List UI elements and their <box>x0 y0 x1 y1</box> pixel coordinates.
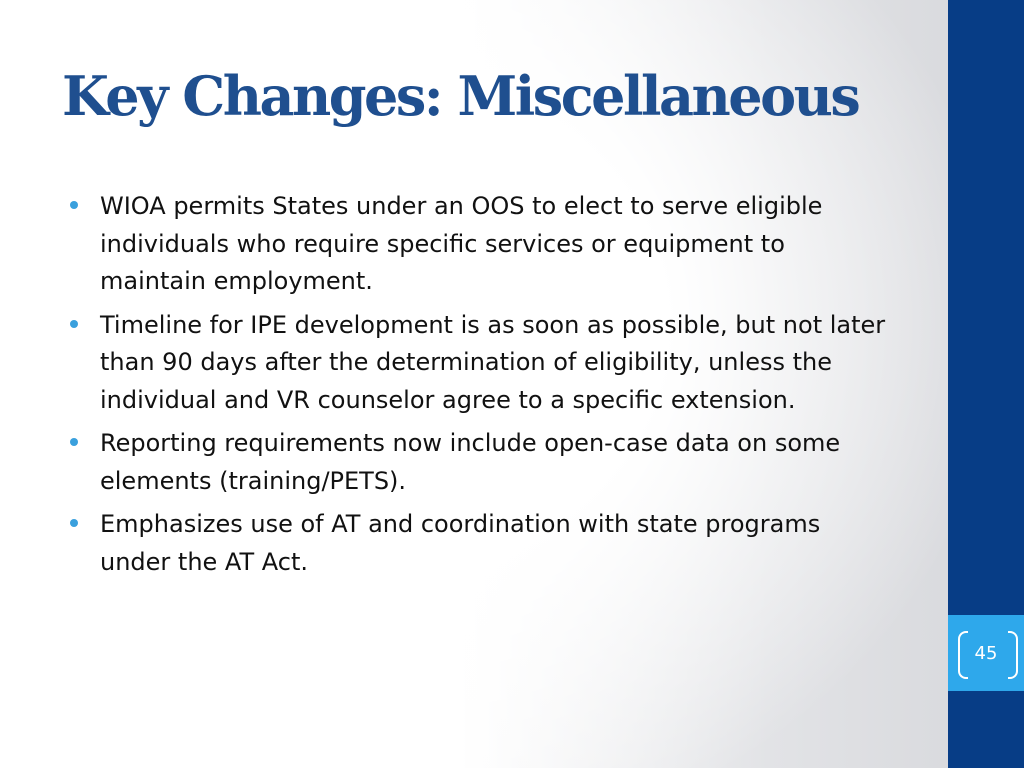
page-number-badge <box>948 615 1024 691</box>
bullet-text: Timeline for IPE development is as soon as possible, but not later than 90 days after the determination of eligibility, unless the individual and VR counselor agree to a specific extension. <box>100 310 886 414</box>
bullet-item <box>70 307 890 420</box>
bullet-dot-icon <box>70 438 78 446</box>
bullet-list <box>70 188 890 587</box>
bullet-dot-icon <box>70 320 78 328</box>
bullet-dot-icon <box>70 201 78 209</box>
bullet-text: Reporting requirements now include open-case data on some elements (training/PETS). <box>100 429 841 495</box>
right-brace-icon <box>1008 631 1018 679</box>
bullet-text: Emphasizes use of AT and coordination with state programs under the AT Act. <box>100 510 821 576</box>
page-number: 45 <box>974 643 998 664</box>
bullet-item <box>70 506 890 581</box>
bullet-text: WIOA permits States under an OOS to elect to serve eligible individuals who require specific services or equipment to maintain employment. <box>100 192 823 295</box>
bullet-item <box>70 188 890 301</box>
slide-title: Key Changes: Miscellaneous <box>62 64 859 128</box>
bullet-item <box>70 425 890 500</box>
bullet-dot-icon <box>70 519 78 527</box>
